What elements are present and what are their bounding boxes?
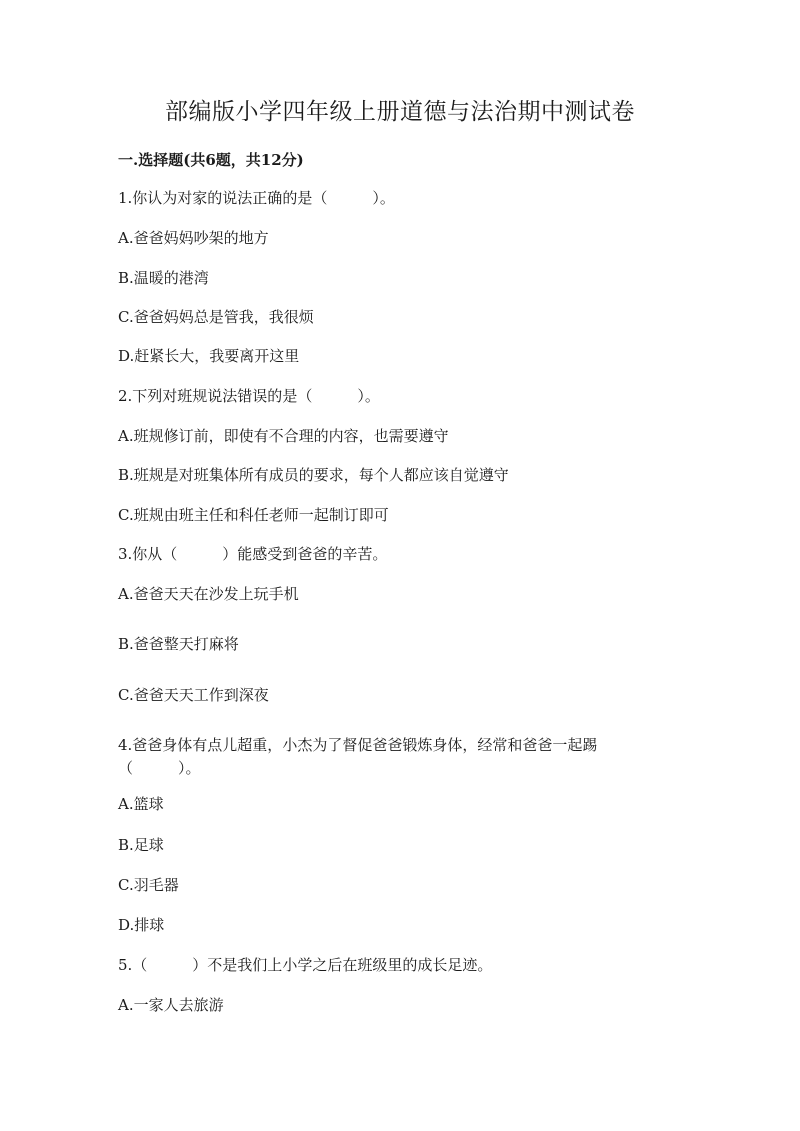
question-3-option-b: B.爸爸整天打麻将 (118, 635, 239, 653)
question-4-stem: 4.爸爸身体有点儿超重，小杰为了督促爸爸锻炼身体，经常和爸爸一起踢（ ）。 (118, 736, 598, 777)
page-title: 部编版小学四年级上册道德与法治期中测试卷 (165, 99, 635, 125)
question-1-stem: 1.你认为对家的说法正确的是（ ）。 (118, 189, 395, 207)
question-5-stem: 5.（ ）不是我们上小学之后在班级里的成长足迹。 (118, 956, 493, 974)
question-3-option-c: C.爸爸天天工作到深夜 (118, 686, 269, 704)
question-5-option-a: A.一家人去旅游 (118, 996, 224, 1014)
question-4-option-b: B.足球 (118, 836, 164, 854)
question-2-option-b: B.班规是对班集体所有成员的要求，每个人都应该自觉遵守 (118, 466, 509, 484)
question-3-stem: 3.你从（ ）能感受到爸爸的辛苦。 (118, 545, 388, 563)
question-1-option-c: C.爸爸妈妈总是管我，我很烦 (118, 308, 314, 326)
question-4-option-d: D.排球 (118, 916, 165, 934)
question-1-option-a: A.爸爸妈妈吵架的地方 (118, 229, 269, 247)
question-4-option-c: C.羽毛器 (118, 876, 179, 894)
question-3-option-a: A.爸爸天天在沙发上玩手机 (118, 585, 299, 603)
section-heading: 一.选择题(共6题，共12分) (118, 151, 304, 169)
question-1-option-b: B.温暖的港湾 (118, 269, 209, 287)
question-4-option-a: A.篮球 (118, 795, 164, 813)
question-2-option-c: C.班规由班主任和科任老师一起制订即可 (118, 506, 389, 524)
question-1-option-d: D.赶紧长大，我要离开这里 (118, 347, 300, 365)
question-2-option-a: A.班规修订前，即使有不合理的内容，也需要遵守 (118, 427, 449, 445)
question-2-stem: 2.下列对班规说法错误的是（ ）。 (118, 387, 380, 405)
